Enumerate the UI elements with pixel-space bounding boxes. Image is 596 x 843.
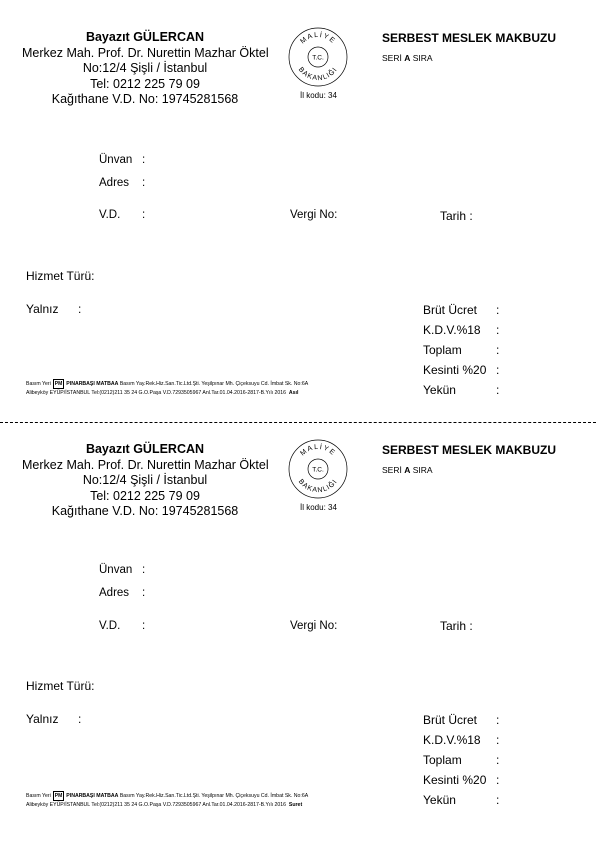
totals-colon: : — [496, 793, 500, 807]
tarih-label: Tarih : — [440, 209, 473, 223]
printer-logo-icon: PM — [54, 381, 63, 387]
issuer-name: Bayazıt GÜLERCAN — [85, 442, 205, 456]
ministry-seal-icon — [287, 26, 349, 88]
copy-label: Asıl — [288, 390, 299, 396]
unvan-label: Ünvan — [99, 154, 133, 166]
totals-label-brut-ucret: Brüt Ücret — [423, 303, 478, 317]
totals-label-yekun: Yekün — [423, 383, 456, 397]
totals-label-brut-ucret: Brüt Ücret — [423, 713, 478, 727]
hizmet-turu-label: Hizmet Türü: — [26, 679, 95, 693]
seal-center-text: T.C. — [312, 54, 324, 62]
seal-center-text: T.C. — [312, 466, 324, 474]
seal-bottom-text: BAKANLIĞI — [296, 478, 340, 495]
issuer-name: Bayazıt GÜLERCAN — [85, 30, 205, 44]
unvan-label: Ünvan — [99, 564, 133, 576]
totals-colon: : — [496, 733, 500, 747]
seal-bottom-text: BAKANLIĞI — [296, 66, 340, 83]
vergi-no-label: Vergi No: — [290, 209, 338, 221]
totals-label-toplam: Toplam — [423, 753, 462, 767]
totals-colon: : — [496, 713, 500, 727]
yalniz-label: Yalnız — [26, 712, 59, 726]
issuer-address-line1: Merkez Mah. Prof. Dr. Nurettin Mazhar Öktel — [22, 457, 269, 472]
totals-colon: : — [496, 383, 500, 397]
issuer-tax-office: Kağıthane V.D. No: 19745281568 — [51, 92, 239, 107]
issuer-block — [22, 442, 268, 520]
vergi-no-label: Vergi No: — [290, 620, 338, 632]
vd-colon: : — [142, 620, 146, 632]
seal-top-text: MALİYE — [299, 31, 337, 46]
totals-colon: : — [496, 363, 500, 377]
svg-text:BAKANLIĞI — [297, 66, 339, 82]
totals-label-yekun: Yekün — [423, 793, 456, 807]
yalniz-colon: : — [78, 712, 82, 726]
totals-label-kdv: K.D.V.%18 — [423, 323, 481, 337]
il-kodu: İl kodu: 34 — [300, 91, 337, 100]
vd-label: V.D. — [99, 620, 121, 632]
unvan-colon: : — [142, 564, 146, 576]
issuer-block — [22, 30, 268, 108]
totals-colon: : — [496, 343, 500, 357]
document-title: SERBEST MESLEK MAKBUZU — [382, 31, 557, 45]
receipt-copy-original — [0, 0, 596, 410]
unvan-colon: : — [142, 154, 146, 166]
adres-label: Adres — [99, 587, 130, 599]
totals-label-toplam: Toplam — [423, 343, 462, 357]
totals-colon: : — [496, 753, 500, 767]
receipt-copy-duplicate — [0, 412, 596, 822]
svg-text:MALİYE — [299, 442, 336, 457]
issuer-phone: Tel: 0212 225 79 09 — [90, 76, 200, 91]
adres-label: Adres — [99, 177, 130, 189]
issuer-address-line2: No:12/4 Şişli / İstanbul — [82, 61, 208, 76]
printer-imprint: Basım Yeri PM PINARBAŞI MATBAA Basım Yay.Rek.Hiz.San.Tic.Ltd.Şti. Yeşilpınar Mh. Çiçeksuyu Cd. İmbat Sk. No:6A Alibeyköy EYÜP/İSTANBUL Tel:(0212)211 35 24 G.O.Paşa V.D.7293505967 Anl.Tar.01.04.2016-2817-B.Yılı 2016 Suret — [26, 793, 309, 808]
printer-logo-icon: PM — [54, 793, 63, 799]
totals-colon: : — [496, 773, 500, 787]
vd-label: V.D. — [99, 209, 121, 221]
yalniz-colon: : — [78, 302, 82, 316]
seri-line: SERİ A SIRA — [382, 53, 433, 63]
seal-top-text: MALİYE — [299, 443, 337, 458]
document-title: SERBEST MESLEK MAKBUZU — [382, 443, 557, 457]
seri-line: SERİ A SIRA — [382, 465, 433, 475]
totals-label-kdv: K.D.V.%18 — [423, 733, 481, 747]
svg-text:BAKANLIĞI — [297, 478, 339, 494]
il-kodu: İl kodu: 34 — [300, 503, 337, 512]
hizmet-turu-label: Hizmet Türü: — [26, 269, 95, 283]
vd-colon: : — [142, 209, 146, 221]
ministry-seal-icon — [287, 438, 349, 500]
totals-colon: : — [496, 323, 500, 337]
issuer-phone: Tel: 0212 225 79 09 — [90, 488, 200, 503]
yalniz-label: Yalnız — [26, 302, 59, 316]
issuer-tax-office: Kağıthane V.D. No: 19745281568 — [51, 504, 239, 519]
adres-colon: : — [142, 587, 146, 599]
printer-imprint: Basım Yeri PM PINARBAŞI MATBAA Basım Yay.Rek.Hiz.San.Tic.Ltd.Şti. Yeşilpınar Mh. Çiçeksuyu Cd. İmbat Sk. No:6A Alibeyköy EYÜP/İSTANBUL Tel:(0212)211 35 24 G.O.Paşa V.D.7293505967 Anl.Tar.01.04.2016-2817-B.Yılı 2016 Asıl — [26, 381, 309, 396]
tarih-label: Tarih : — [440, 619, 473, 633]
svg-text:MALİYE — [299, 30, 336, 45]
adres-colon: : — [142, 177, 146, 189]
totals-colon: : — [496, 303, 500, 317]
totals-label-kesinti: Kesinti %20 — [423, 363, 487, 377]
issuer-address-line1: Merkez Mah. Prof. Dr. Nurettin Mazhar Öktel — [22, 45, 269, 60]
issuer-address-line2: No:12/4 Şişli / İstanbul — [82, 473, 208, 488]
copy-label: Suret — [288, 802, 303, 808]
totals-label-kesinti: Kesinti %20 — [423, 773, 487, 787]
